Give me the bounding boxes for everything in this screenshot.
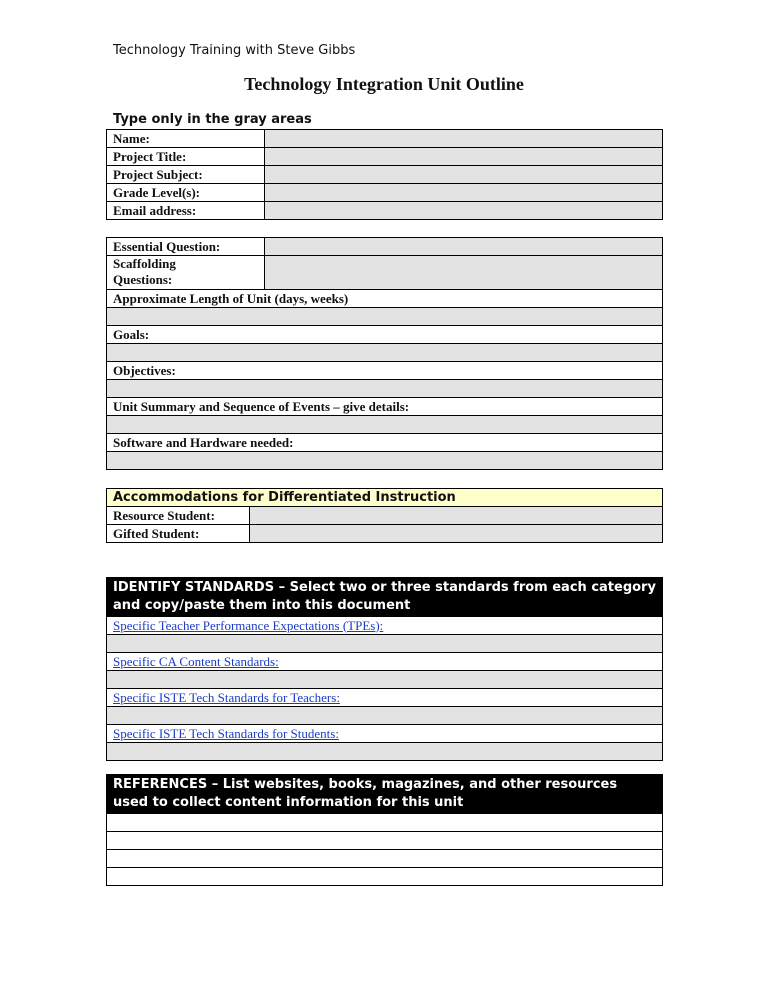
header-top-line: Technology Training with Steve Gibbs (113, 43, 356, 58)
table-row (107, 166, 663, 184)
software-hardware-label: Software and Hardware needed: (107, 434, 663, 452)
objectives-field[interactable] (107, 380, 663, 398)
table-row (107, 148, 663, 166)
references-heading: REFERENCES – List websites, books, magazines, and other resources used to collect content information for this unit (107, 775, 663, 814)
table-row (107, 202, 663, 220)
references-table (106, 774, 663, 886)
ca-content-field[interactable] (107, 671, 663, 689)
table-row (107, 507, 663, 525)
name-label: Name: (107, 130, 265, 148)
objectives-label: Objectives: (107, 362, 663, 380)
table-row (107, 326, 663, 344)
table-row (107, 344, 663, 362)
software-hardware-field[interactable] (107, 452, 663, 470)
table-row (107, 743, 663, 761)
table-row (107, 525, 663, 543)
project-title-label: Project Title: (107, 148, 265, 166)
table-row (107, 416, 663, 434)
scaffolding-questions-label: Scaffolding Questions: (107, 256, 265, 290)
unit-length-label: Approximate Length of Unit (days, weeks) (107, 290, 663, 308)
table-row (107, 578, 663, 617)
table-row (107, 452, 663, 470)
table-row (107, 725, 663, 743)
table-row (107, 489, 663, 507)
table-row (107, 814, 663, 832)
name-field[interactable] (265, 130, 663, 148)
table-row (107, 380, 663, 398)
gifted-student-field[interactable] (250, 525, 663, 543)
goals-label: Goals: (107, 326, 663, 344)
table-row (107, 290, 663, 308)
accommodations-heading: Accommodations for Differentiated Instruction (107, 489, 663, 507)
ca-content-link-cell (107, 653, 663, 671)
standards-table (106, 577, 663, 761)
iste-teachers-field[interactable] (107, 707, 663, 725)
iste-teachers-link[interactable]: Specific ISTE Tech Standards for Teachers: (113, 689, 340, 705)
table-row (107, 635, 663, 653)
grade-level-label: Grade Level(s): (107, 184, 265, 202)
table-row (107, 238, 663, 256)
instruction-text: Type only in the gray areas (113, 112, 312, 127)
resource-student-field[interactable] (250, 507, 663, 525)
resource-student-label: Resource Student: (107, 507, 250, 525)
table-row (107, 434, 663, 452)
reference-field-4[interactable] (107, 868, 663, 886)
table-row (107, 308, 663, 326)
unit-summary-field[interactable] (107, 416, 663, 434)
table-row (107, 689, 663, 707)
table-row (107, 256, 663, 290)
tpe-link-cell (107, 617, 663, 635)
grade-level-field[interactable] (265, 184, 663, 202)
iste-students-field[interactable] (107, 743, 663, 761)
table-row (107, 775, 663, 814)
reference-field-2[interactable] (107, 832, 663, 850)
info-table (106, 129, 663, 220)
table-row (107, 398, 663, 416)
table-row (107, 868, 663, 886)
iste-teachers-link-cell (107, 689, 663, 707)
iste-students-link-cell (107, 725, 663, 743)
email-label: Email address: (107, 202, 265, 220)
unit-table (106, 237, 663, 470)
ca-content-link[interactable]: Specific CA Content Standards: (113, 653, 279, 669)
standards-heading: IDENTIFY STANDARDS – Select two or three standards from each category and copy/paste them into this document (107, 578, 663, 617)
project-subject-label: Project Subject: (107, 166, 265, 184)
table-row (107, 617, 663, 635)
table-row (107, 707, 663, 725)
reference-field-1[interactable] (107, 814, 663, 832)
email-field[interactable] (265, 202, 663, 220)
scaffolding-questions-field[interactable] (265, 256, 663, 290)
table-row (107, 671, 663, 689)
table-row (107, 130, 663, 148)
table-row (107, 362, 663, 380)
essential-question-label: Essential Question: (107, 238, 265, 256)
tpe-field[interactable] (107, 635, 663, 653)
gifted-student-label: Gifted Student: (107, 525, 250, 543)
unit-summary-label: Unit Summary and Sequence of Events – give details: (107, 398, 663, 416)
table-row (107, 832, 663, 850)
iste-students-link[interactable]: Specific ISTE Tech Standards for Students: (113, 725, 339, 741)
project-title-field[interactable] (265, 148, 663, 166)
goals-field[interactable] (107, 344, 663, 362)
table-row (107, 184, 663, 202)
reference-field-3[interactable] (107, 850, 663, 868)
table-row (107, 850, 663, 868)
project-subject-field[interactable] (265, 166, 663, 184)
document-title: Technology Integration Unit Outline (244, 74, 524, 94)
essential-question-field[interactable] (265, 238, 663, 256)
unit-length-field[interactable] (107, 308, 663, 326)
accommodations-table (106, 488, 663, 543)
tpe-link[interactable]: Specific Teacher Performance Expectations (TPEs): (113, 617, 384, 633)
table-row (107, 653, 663, 671)
